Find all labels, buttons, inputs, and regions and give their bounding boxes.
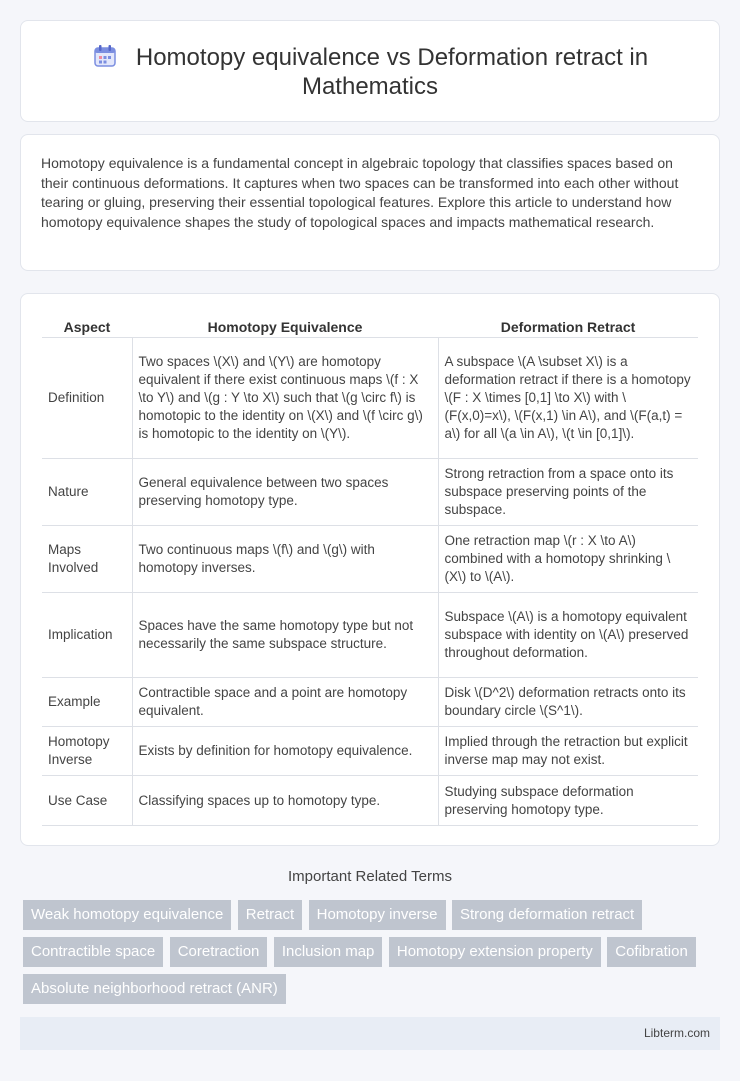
table-row — [42, 727, 698, 776]
related-term-tag[interactable]: Homotopy extension property — [389, 937, 601, 967]
row-aspect: Nature — [42, 459, 132, 526]
footer — [20, 1017, 720, 1050]
page-title-wrap — [21, 43, 719, 101]
title-card — [20, 20, 720, 122]
table-row — [42, 338, 698, 459]
table-row — [42, 526, 698, 593]
row-aspect: Homotopy Inverse — [42, 727, 132, 776]
row-deformation-retract: Subspace \(A\) is a homotopy equivalent subspace with identity on \(A\) preserved throughout deformation. — [438, 593, 698, 678]
comparison-card — [20, 293, 720, 846]
row-homotopy-equivalence: Contractible space and a point are homotopy equivalent. — [132, 678, 438, 727]
related-term-tag[interactable]: Cofibration — [607, 937, 696, 967]
row-homotopy-equivalence: Exists by definition for homotopy equivalence. — [132, 727, 438, 776]
related-term-tag[interactable]: Coretraction — [170, 937, 268, 967]
table-row — [42, 593, 698, 678]
related-terms-title: Important Related Terms — [288, 868, 452, 885]
row-aspect: Maps Involved — [42, 526, 132, 593]
related-term-tag[interactable]: Inclusion map — [274, 937, 383, 967]
row-aspect: Definition — [42, 338, 132, 459]
header-deformation-retract: Deformation Retract — [438, 314, 698, 338]
intro-card — [20, 134, 720, 271]
row-homotopy-equivalence: Classifying spaces up to homotopy type. — [132, 776, 438, 826]
table-row — [42, 776, 698, 826]
row-deformation-retract: Strong retraction from a space onto its subspace preserving points of the subspace. — [438, 459, 698, 526]
related-terms-list — [23, 900, 723, 1011]
footer-site-link[interactable]: Libterm.com — [643, 1026, 710, 1040]
header-homotopy-equivalence: Homotopy Equivalence — [132, 314, 438, 338]
row-deformation-retract: Studying subspace deformation preserving homotopy type. — [438, 776, 698, 826]
row-homotopy-equivalence: Two continuous maps \(f\) and \(g\) with homotopy inverses. — [132, 526, 438, 593]
page-title: Homotopy equivalence vs Deformation retract in Mathematics — [135, 44, 649, 100]
related-term-tag[interactable]: Strong deformation retract — [452, 900, 642, 930]
header-aspect: Aspect — [42, 314, 132, 338]
row-aspect: Example — [42, 678, 132, 727]
row-homotopy-equivalence: Spaces have the same homotopy type but not necessarily the same subspace structure. — [132, 593, 438, 678]
row-deformation-retract: A subspace \(A \subset X\) is a deformation retract if there is a homotopy \(F : X \times [0,1] \to X\) with \(F(x,0)=x\), \(F(x,1) \in A\), and \(F(a,t) = a\) for all \(a \in A\), \(t \in [0,1]\). — [438, 338, 698, 459]
table-row — [42, 678, 698, 727]
related-term-tag[interactable]: Absolute neighborhood retract (ANR) — [23, 974, 286, 1004]
comparison-table — [42, 314, 698, 826]
related-term-tag[interactable]: Weak homotopy equivalence — [23, 900, 231, 930]
intro-paragraph: Homotopy equivalence is a fundamental concept in algebraic topology that classifies spaces based on their continuous deformations. It captures when two spaces can be transformed into each other without tearing or gluing, preserving their essential topological features. Explore this article to understand how homotopy equivalence shapes the study of topological spaces and impacts mathematical research. — [41, 155, 679, 230]
related-term-tag[interactable]: Retract — [238, 900, 302, 930]
row-homotopy-equivalence: Two spaces \(X\) and \(Y\) are homotopy equivalent if there exist continuous maps \(f : X \to Y\) and \(g : Y \to X\) such that \(g \circ f\) is homotopic to the identity on \(X\) and \(f \circ g\) is homotopic to the identity on \(Y\). — [132, 338, 438, 459]
table-row — [42, 459, 698, 526]
related-term-tag[interactable]: Contractible space — [23, 937, 163, 967]
row-aspect: Implication — [42, 593, 132, 678]
row-homotopy-equivalence: General equivalence between two spaces preserving homotopy type. — [132, 459, 438, 526]
calendar-icon — [92, 43, 118, 69]
row-deformation-retract: One retraction map \(r : X \to A\) combined with a homotopy shrinking \(X\) to \(A\). — [438, 526, 698, 593]
related-term-tag[interactable]: Homotopy inverse — [309, 900, 446, 930]
row-deformation-retract: Disk \(D^2\) deformation retracts onto its boundary circle \(S^1\). — [438, 678, 698, 727]
table-header-row — [42, 314, 698, 338]
row-aspect: Use Case — [42, 776, 132, 826]
row-deformation-retract: Implied through the retraction but explicit inverse map may not exist. — [438, 727, 698, 776]
